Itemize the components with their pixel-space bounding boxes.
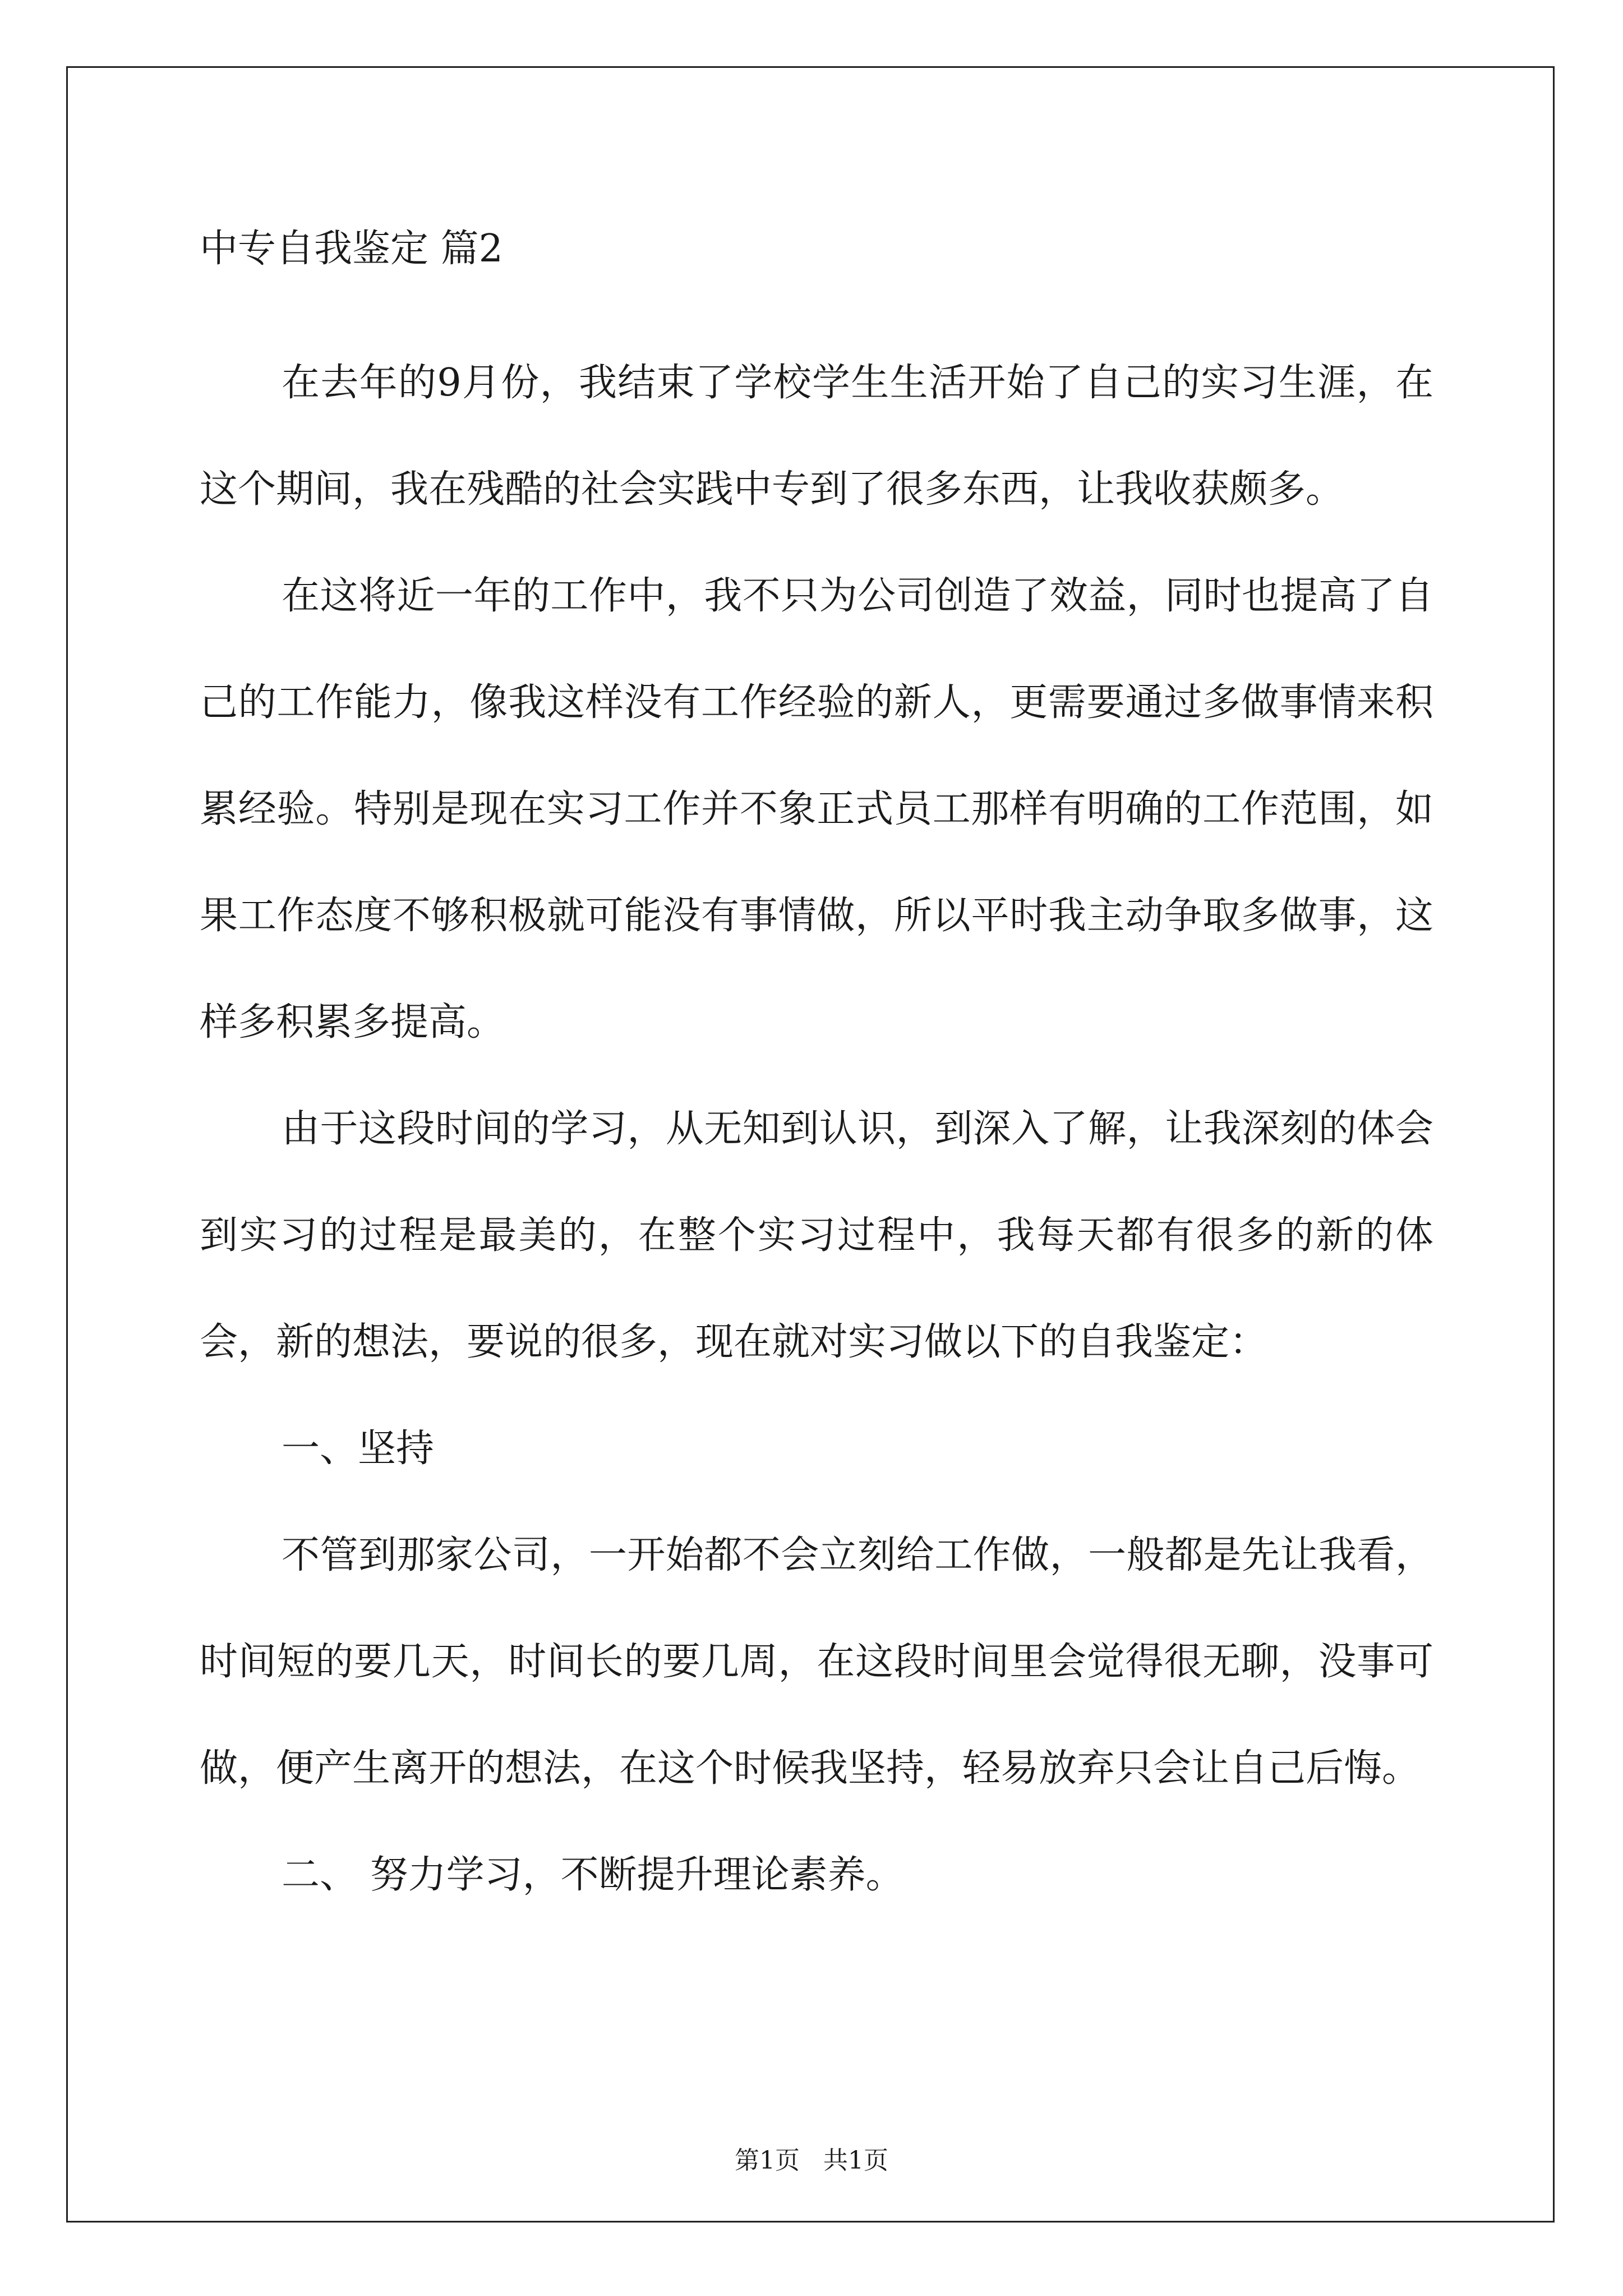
paragraph-2: 在这将近一年的工作中，我不只为公司创造了效益，同时也提高了自己的工作能力，像我这样没有工作经验的新人，更需要通过多做事情来积累经验。特别是现在实习工作并不象正式员工那样有明确的工作范围，如果工作态度不够积极就可能没有事情做，所以平时我主动争取多做事，这样多积累多提高。 bbox=[200, 574, 1433, 1045]
paragraph-3: 由于这段时间的学习，从无知到认识，到深入了解，让我深刻的体会到实习的过程是最美的，在整个实习过程中，我每天都有很多的新的体会，新的想法，要说的很多，现在就对实习做以下的自我鉴定： bbox=[200, 1107, 1433, 1364]
document-title: 中专自我鉴定 篇2 bbox=[200, 227, 503, 271]
paragraph-4: 不管到那家公司，一开始都不会立刻给工作做，一般都是先让我看，时间短的要几天，时间长的要几周，在这段时间里会觉得很无聊，没事可做，便产生离开的想法，在这个时候我坚持，轻易放弃只会让自己后悔。 bbox=[200, 1533, 1433, 1791]
document-body bbox=[200, 223, 1433, 1929]
page-number-footer: 第1页 共1页 bbox=[735, 2146, 888, 2175]
section-heading-study: 二、 努力学习，不断提升理论素养。 bbox=[282, 1853, 904, 1897]
section-heading-persistence: 一、坚持 bbox=[282, 1427, 435, 1471]
paragraph-1: 在去年的9月份，我结束了学校学生生活开始了自己的实习生涯，在这个期间，我在残酷的社会实践中专到了很多东西，让我收获颇多。 bbox=[200, 361, 1433, 512]
